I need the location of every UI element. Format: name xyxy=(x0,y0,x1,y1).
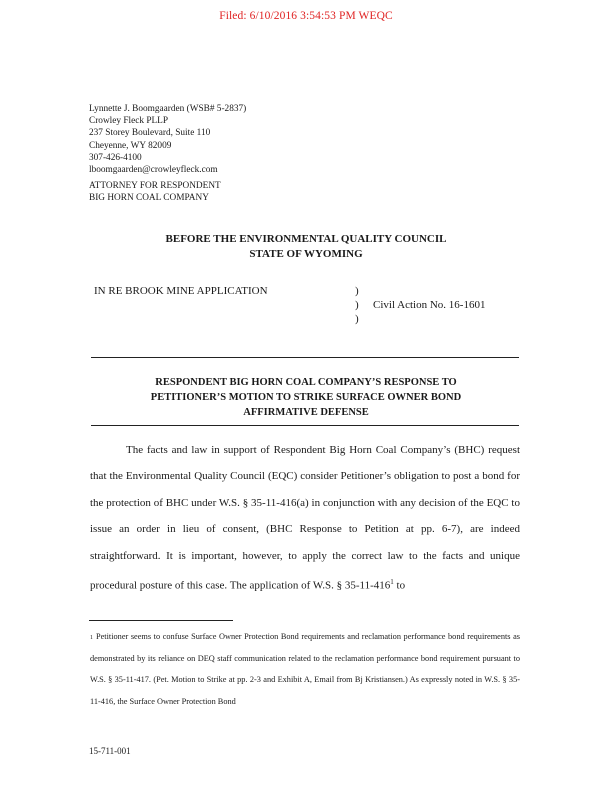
heading-line: PETITIONER’S MOTION TO STRIKE SURFACE OWNER BOND xyxy=(150,392,462,403)
body-text: The facts and law in support of Respondent Big Horn Coal Company’s (BHC) request that the Environmental Quality Council (EQC) consider Petitioner’s obligation to post a bond for the protection of BHC under W.S. § 35-11-416(a) in conjunction with any decision of the EQC to issue an order in lieu of consent, (BHC Response to Petition at pp. 6-7), are indeed straightforward. It is important, however, to apply the correct law to the facts and unique procedural posture of this case. The application of W.S. § 35-11-416 xyxy=(90,444,520,592)
caption-paren: ) xyxy=(355,285,359,297)
footnote-mark: 1 xyxy=(90,635,93,641)
caption-paren: ) xyxy=(355,313,359,325)
footnote xyxy=(90,626,520,712)
attorney-for-line: BIG HORN COAL COMPANY xyxy=(89,193,209,204)
address-line: Crowley Fleck PLLP xyxy=(89,116,169,127)
attorney-for-block xyxy=(89,180,221,204)
caption-divider-top xyxy=(91,357,519,358)
document-number: 15-711-001 xyxy=(89,746,131,756)
footnote-text: Petitioner seems to confuse Surface Owner Protection Bond requirements and reclamation performance bond requirements as demonstrated by its reliance on DEQ staff communication related to the reclamation performance bond requirement pursuant to W.S. § 35-11-417. (Pet. Motion to Strike at pp. 2-3 and Exhibit A, Email from Bj Kristiansen.) As expressly noted in W.S. § 35-11-416, the Surface Owner Protection Bond xyxy=(90,632,520,706)
case-matter: IN RE BROOK MINE APPLICATION xyxy=(94,285,268,297)
heading-line: RESPONDENT BIG HORN COAL COMPANY’S RESPONSE TO xyxy=(155,377,457,388)
heading-line: AFFIRMATIVE DEFENSE xyxy=(243,407,369,418)
filed-stamp: Filed: 6/10/2016 3:54:53 PM WEQC xyxy=(219,10,393,22)
caption-divider-bottom xyxy=(91,425,519,426)
attorney-for-line: ATTORNEY FOR RESPONDENT xyxy=(89,181,221,191)
footnote-reference: 1 xyxy=(390,578,394,587)
case-number: Civil Action No. 16-1601 xyxy=(373,299,486,311)
address-line: Lynnette J. Boomgaarden (WSB# 5-2837) xyxy=(89,104,247,114)
document-heading xyxy=(0,375,612,420)
court-title xyxy=(0,232,612,262)
address-line: 307-426-4100 xyxy=(89,152,142,163)
address-line: lboomgaarden@crowleyfleck.com xyxy=(89,165,218,176)
court-title-line: STATE OF WYOMING xyxy=(249,248,363,260)
body-text-continued: to xyxy=(393,579,406,592)
address-line: Cheyenne, WY 82009 xyxy=(89,140,172,151)
address-line: 237 Storey Boulevard, Suite 110 xyxy=(89,128,211,139)
footnote-divider xyxy=(89,620,233,621)
caption-paren: ) xyxy=(355,299,359,311)
court-title-line: BEFORE THE ENVIRONMENTAL QUALITY COUNCIL xyxy=(165,233,447,245)
body-paragraph xyxy=(90,437,520,599)
attorney-address-block xyxy=(89,103,246,176)
